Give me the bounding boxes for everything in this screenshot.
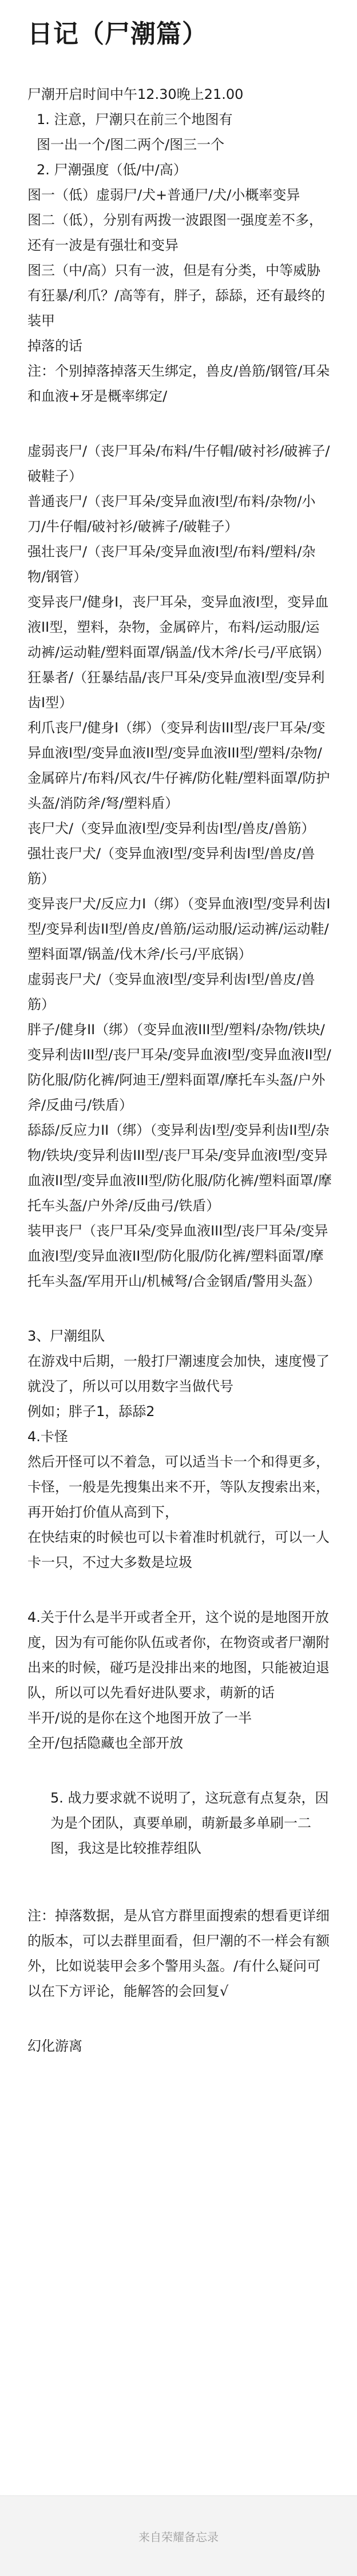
source-footer: [0, 2495, 357, 2576]
section-4b-text: 4.关于什么是半开或者全开，这个说的是地图开放度，因为有可能你队伍或者你，在物资或者尸潮附出来的时候，碰巧是没排出来的地图，只能被迫退队，所以可以先看好进队要求，萌新的话 半开/说的是你在这个地图开放了一半 全开/包括隐藏也全部开放: [27, 1609, 330, 1751]
intro-text: 尸潮开启时间中午12.30晚上21.00: [27, 86, 244, 102]
page-title: 日记（尸潮篇）: [27, 19, 208, 49]
section-4-text: 4.卡怪 然后开怪可以不着急，可以适当卡一个和得更多，卡怪，一般是先搜集出来不开，等队友搜索出来，再开始打价值从高到下， 在快结束的时候也可以卡着准时机就行，可以一人卡一只，不过大多数是垃圾: [27, 1428, 330, 1570]
spacer: [27, 409, 333, 438]
spacer: [27, 1756, 333, 1785]
section-5-text: 5. 战力要求就不说明了，这玩意有点复杂，因为是个团队，真要单刷，萌新最多单刷一二图，我这是比较推荐组队: [50, 1789, 329, 1856]
section-1-text: 1. 注意，尸潮只在前三个地图有 图一出一个/图二两个/图三一个: [37, 111, 233, 153]
footnote-text: 注：掉落数据，是从官方群里面搜索的想看更详细的版本，可以去群里面看，但尸潮的不一样会有额外，比如说装甲会多个警用头盔。/有什么疑问可以在下方评论，能解答的会回复√: [27, 1907, 330, 1999]
spacer: [27, 1575, 333, 1605]
drops-note: 注：个别掉落掉落天生绑定，兽皮/兽筋/钢管/耳朵和血液+牙是概率绑定/: [27, 362, 330, 404]
section-2-text: 图一（低）虚弱尸/犬+普通尸/犬/小概率变异 图二（低），分别有两拨一波跟图一强度差不多，还有一波是有强壮和变异 图三（中/高）只有一波，但是有分类，中等威胁有狂暴/利爪？/高等有，胖子，舔舔，还有最终的装甲: [27, 186, 326, 329]
author-signature: 幻化游离: [27, 2037, 82, 2054]
spacer: [27, 1861, 333, 1903]
section-2-heading: 2. 尸潮强度（低/中/高）: [37, 161, 187, 178]
spacer: [27, 2004, 333, 2033]
drops-heading: 掉落的话: [27, 337, 82, 354]
spacer: [27, 1294, 333, 1323]
section-3-text: 3、尸潮组队 在游戏中后期，一般打尸潮速度会加快，速度慢了就没了，所以可以用数字当做代号 例如；胖子1，舔舔2: [27, 1327, 330, 1419]
drops-list: 虚弱丧尸/（丧尸耳朵/布料/牛仔帽/破衬衫/破裤子/破鞋子） 普通丧尸/（丧尸耳朵/变异血液I型/布料/杂物/小刀/牛仔帽/破衬衫/破裤子/破鞋子） 强壮丧尸/（丧尸耳朵/变异血液I型/布料/塑料/杂物/钢管） 变异丧尸/健身I，丧尸耳朵，变异血液I型，变异血液II型，塑料，杂物，金属碎片，布料/运动服/运动裤/运动鞋/塑料面罩/锅盖/伐木斧/长弓/平底锅） 狂暴者/（狂暴结晶/丧尸耳朵/变异血液I型/变异利齿I型） 利爪丧尸/健身I（绑）（变异利齿III型/丧尸耳朵/变异血液I型/变异血液II型/变异血液III型/塑料/杂物/金属碎片/布料/风衣/牛仔裤/防化鞋/塑料面罩/防护头盔/消防斧/弩/塑料盾） 丧尸犬/（变异血液I型/变异利齿I型/兽皮/兽筋） 强壮丧尸犬/（变异血液I型/变异利齿I型/兽皮/兽筋） 变异丧尸犬/反应力I（绑）（变异血液I型/变异利齿I型/变异利齿II型/兽皮/兽筋/运动服/运动裤/运动鞋/塑料面罩/锅盖/伐木斧/长弓/平底锅） 虚弱丧尸犬/（变异血液I型/变异利齿I型/兽皮/兽筋） 胖子/健身II（绑）（变异血液III型/塑料/杂物/铁块/变异利齿III型/丧尸耳朵/变异血液I型/变异血液II型/防化服/防化裤/阿迪王/塑料面罩/摩托车头盔/户外斧/反曲弓/铁盾） 舔舔/反应力II（绑）（变异利齿I型/变异利齿II型/杂物/铁块/变异利齿III型/丧尸耳朵/变异血液I型/变异血液II型/变异血液III型/防化服/防化裤/塑料面罩/摩托车头盔/户外斧/反曲弓/铁盾） 装甲丧尸（丧尸耳朵/变异血液III型/丧尸耳朵/变异血液I型/变异血液II型/防化服/防化裤/塑料面罩/摩托车头盔/军用开山/机械弩/合金钢盾/警用头盔）: [27, 442, 332, 1289]
source-label: 来自荣耀备忘录: [138, 2530, 219, 2544]
